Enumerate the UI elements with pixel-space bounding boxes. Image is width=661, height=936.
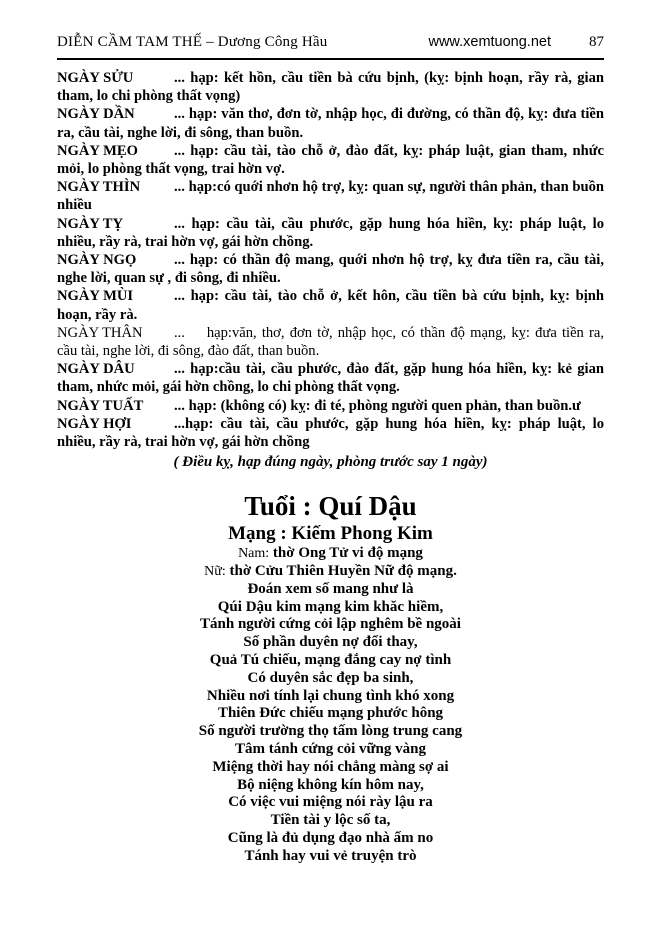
- poem-line: Cũng là đủ dụng đạo nhà ấm no: [227, 830, 434, 847]
- day-text: ... hạp: văn thơ, đơn tờ, nhập học, đi đường, có thần độ, kỵ: đưa tiền ra, cầu tài, nghe lời, đi sông, than buồn.: [57, 106, 604, 141]
- day-label: NGÀY NGỌ: [57, 252, 137, 269]
- day-entry-dan: [57, 105, 604, 141]
- page-content: [57, 34, 604, 866]
- day-text: ... hạp: cầu tài, cầu phước, gặp hung hóa hiền, kỵ: pháp luật, lo nhiều, rầy rà, trai hờn vợ, gái hờn chồng.: [57, 215, 604, 250]
- poem-line: Thiên Đức chiếu mạng phước hông: [217, 705, 444, 722]
- poem-line: Tánh hay vui vẻ truyện trò: [244, 847, 417, 864]
- nam-label: Nam:: [238, 546, 270, 562]
- poem-line: Quả Tú chiếu, mạng đắng cay nợ tình: [209, 652, 452, 669]
- day-label: NGÀY DẦN: [57, 106, 135, 123]
- day-text: ... hạp: cầu tài, tào chỗ ở, đào đất, kỵ: pháp luật, gian tham, nhức mỏi, lo phòng thất vọng, trai hờn vợ.: [57, 142, 604, 178]
- poem-line: Nhiều nơi tính lại chung tình khó xong: [206, 687, 455, 704]
- day-text: ... hạp: cầu tài, tào chỗ ở, kết hôn, cầu tiền bà cứu bịnh, kỵ: bịnh hoạn, rầy rà.: [57, 288, 604, 323]
- poem-line: Miệng thời hay nói chẳng màng sợ ai: [212, 758, 449, 775]
- day-entry-hoi: [57, 415, 604, 451]
- poem-intro: Đoán xem số mang như là: [247, 580, 414, 597]
- nu-label: Nữ:: [204, 564, 226, 580]
- poem-line: Tâm tánh cứng cỏi vững vàng: [235, 741, 426, 758]
- poem-line: Số phần duyên nợ đổi thay,: [243, 634, 418, 651]
- day-label: NGÀY THÌN: [57, 179, 141, 196]
- page-number: 87: [589, 34, 604, 50]
- rule-note: ( Điều kỵ, hạp đúng ngày, phòng trước say 1 ngày): [173, 454, 488, 471]
- day-text: ... hạp: có thần độ mang, quới nhơn hộ trợ, kỵ đưa tiền ra, cầu tài, nghe lời, quan sự , đi sông, đi nhiều.: [57, 252, 604, 287]
- fortune-poem: [57, 599, 604, 866]
- day-entry-thin: [57, 178, 604, 214]
- day-entry-than: [57, 324, 604, 360]
- book-title: DIỄN CẦM TAM THẾ – Dương Công Hầu: [57, 34, 328, 50]
- poem-line: Tiền tài y lộc số ta,: [270, 812, 391, 829]
- day-entry-ty: [57, 215, 604, 251]
- day-text: ... hạp:cầu tài, cầu phước, đào đất, gặp hung hóa hiền, kỵ: kẻ gian tham, nhức mỏi, gái hờn chồng, lo chi phòng thất vọng.: [57, 361, 604, 396]
- day-text: ... hạp: kết hồn, cầu tiền bà cứu bịnh, (kỵ: bịnh hoạn, rầy rà, gian tham, lo chi phòng thất vọng): [57, 70, 604, 105]
- day-entry-tuat: [57, 397, 604, 415]
- poem-line: Bộ niệng không kín hôm nay,: [237, 776, 424, 793]
- day-entry-mui: [57, 287, 604, 323]
- website-url: www.xemtuong.net: [428, 34, 551, 50]
- worship-line-nu: [57, 563, 604, 581]
- day-text: ... hạp:văn, thơ, đơn tờ, nhập học, có thần độ mạng, kỵ: đưa tiền ra, cầu tài, nghe lời, đi sông, đào đất, than buồn.: [57, 324, 604, 360]
- day-label: NGÀY MÙI: [57, 288, 134, 305]
- day-entry-suu: [57, 69, 604, 105]
- day-label: NGÀY TUẤT: [57, 397, 144, 414]
- day-label: NGÀY SỬU: [57, 70, 134, 86]
- day-label: NGÀY HỢI: [57, 415, 132, 432]
- day-label: NGÀY DÂU: [57, 361, 135, 378]
- day-entry-dau: [57, 360, 604, 396]
- day-label: NGÀY TỴ: [57, 215, 124, 232]
- poem-line: Có việc vui miệng nói rày lậu ra: [228, 794, 433, 811]
- poem-line: Qúi Dậu kim mạng kim khăc hiềm,: [217, 598, 444, 615]
- poem-line: Tánh người cứng cỏi lập nghêm bề ngoài: [200, 616, 461, 633]
- day-text: ... hạp:có quới nhơn hộ trợ, kỵ: quan sự, người thân phản, than buồn nhiều: [57, 179, 604, 214]
- age-title: Tuổi : Quí Dậu: [244, 491, 417, 522]
- poem-line: Có duyên sắc đẹp ba sinh,: [247, 669, 414, 686]
- day-entry-ngo: [57, 251, 604, 287]
- destiny-line: Mạng : Kiếm Phong Kim: [228, 523, 433, 545]
- day-text: ...hạp: cầu tài, cầu phước, gặp hung hóa hiền, kỵ: pháp luật, lo nhiều, rầy rà, trai hờn vợ, gái hờn chồng: [57, 415, 604, 451]
- page-header: [57, 34, 604, 60]
- nam-text: thờ Ong Tử vi độ mạng: [272, 545, 423, 562]
- day-label: NGÀY MẸO: [57, 142, 138, 159]
- day-text: ... hạp: (không có) kỵ: đi té, phòng người quen phản, than buồn.ư: [174, 397, 581, 414]
- nu-text: thờ Cửu Thiên Huyền Nữ độ mạng.: [229, 563, 457, 580]
- poem-line: Số người trường thọ tấm lòng trung cang: [198, 723, 463, 740]
- day-label: NGÀY THÂN: [57, 324, 143, 341]
- day-entries: [57, 69, 604, 451]
- day-entry-meo: [57, 142, 604, 178]
- worship-line-nam: [57, 545, 604, 563]
